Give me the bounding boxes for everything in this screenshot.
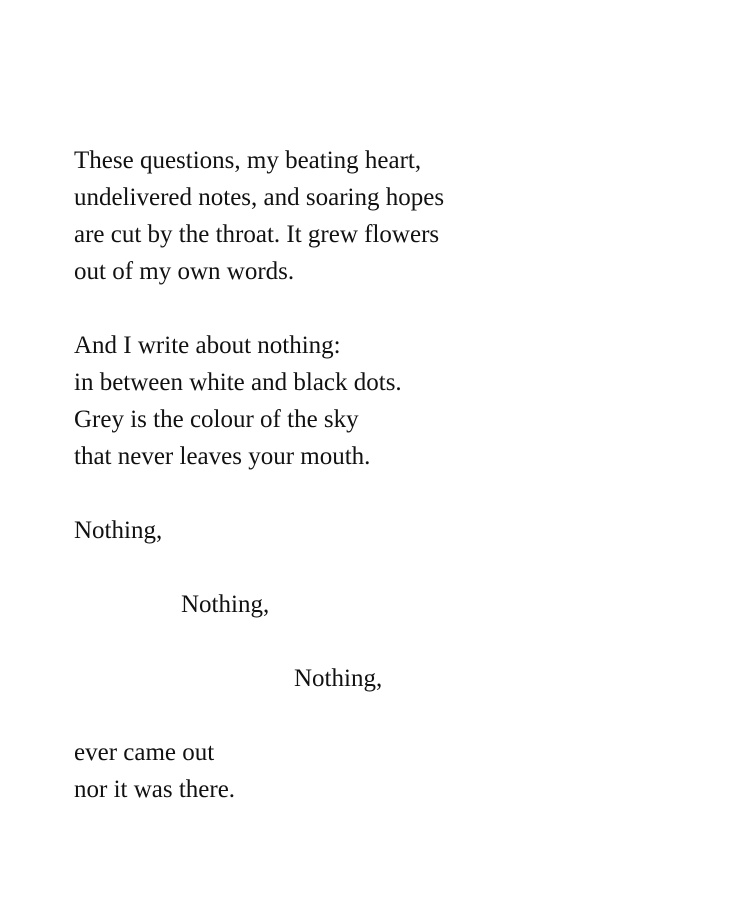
stanza-break (74, 549, 444, 586)
nothing-line-2: Nothing, (181, 591, 270, 618)
stanza-break (74, 623, 444, 660)
closing-line-1: ever came out (74, 739, 215, 766)
closing-line-2: nor it was there. (74, 776, 236, 803)
stanza2-line-3: Grey is the colour of the sky (74, 406, 359, 433)
stanza-break (74, 290, 444, 327)
nothing-line-1: Nothing, (74, 517, 163, 544)
nothing-line-3: Nothing, (294, 665, 383, 692)
stanza1-line-3: are cut by the throat. It grew flowers (74, 221, 440, 248)
stanza2-line-2: in between white and black dots. (74, 369, 402, 396)
stanza2-line-1: And I write about nothing: (74, 332, 341, 359)
stanza2-line-4: that never leaves your mouth. (74, 443, 371, 470)
stanza-break (74, 475, 444, 512)
stanza1-line-4: out of my own words. (74, 258, 295, 285)
poem-body (74, 142, 444, 808)
stanza1-line-2: undelivered notes, and soaring hopes (74, 184, 445, 211)
stanza-break (74, 697, 444, 734)
stanza1-line-1: These questions, my beating heart, (74, 147, 422, 174)
